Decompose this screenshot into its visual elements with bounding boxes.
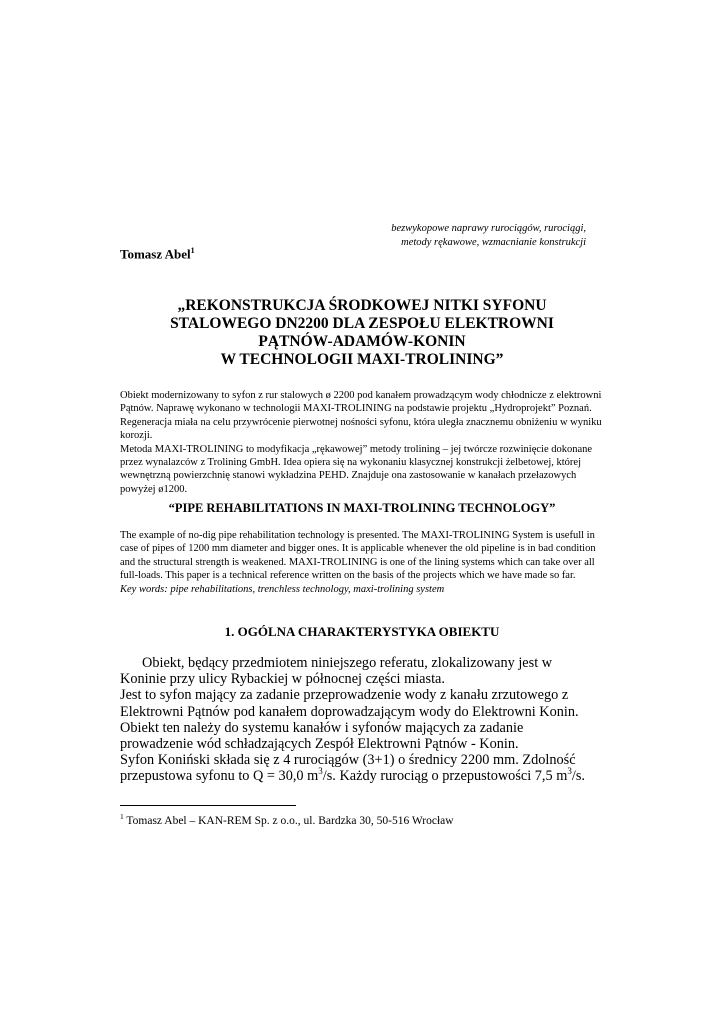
author-footnote-mark[interactable]: 1 — [190, 246, 195, 255]
title-line-4: W TECHNOLOGII MAXI-TROLINING” — [220, 351, 504, 368]
footnote-mark: 1 — [120, 812, 124, 821]
body-paragraph-4 — [120, 752, 590, 784]
title-line-2: STALOWEGO DN2200 DLA ZESPOŁU ELEKTROWNI — [170, 315, 554, 332]
body-p4-part-b: /s. Każdy rurociąg o przepustowości 7,5 m — [322, 768, 568, 785]
header-keywords-line-1: bezwykopowe naprawy rurociągów, rurociągi, — [391, 223, 586, 234]
abstract-en-paragraph: The example of no-dig pipe rehabilitation technology is presented. The MAXI-TROLINING System is usefull in case of pipes of 1200 mm diameter and bigger ones. It is applicable whenever the old pipeline is in bad condition and the structural strength is weakened. MAXI-TROLINING is one of the lining systems which can take over all full-loads. This paper is a technical reference written on the basis of the projects which we have made so far. — [120, 530, 596, 582]
title-line-1: „REKONSTRUKCJA ŚRODKOWEJ NITKI SYFONU — [177, 297, 547, 314]
footnote-text: Tomasz Abel – KAN-REM Sp. z o.o., ul. Bardzka 30, 50-516 Wrocław — [123, 814, 454, 827]
body-text — [120, 655, 590, 785]
footnote-divider — [120, 805, 296, 806]
section-heading: 1. OGÓLNA CHARAKTERYSTYKA OBIEKTU — [224, 624, 500, 639]
header-keywords — [186, 222, 586, 250]
body-paragraph-2: Jest to syfon mający za zadanie przeprowadzenie wody z kanału zrzutowego z Elektrowni Pątnów pod kanałem doprowadzającym wody do Elektrowni Konin. — [120, 687, 579, 720]
paper-title — [120, 297, 604, 369]
keywords-en: Key words: pipe rehabilitations, trenchless technology, maxi-trolining system — [120, 583, 445, 595]
author — [120, 246, 195, 262]
author-name: Tomasz Abel — [120, 246, 191, 262]
abstract-en — [120, 529, 608, 596]
body-paragraph-1: Obiekt, będący przedmiotem niniejszego referatu, zlokalizowany jest w Koninie przy ulicy Rybackiej w północnej części miasta. — [120, 655, 553, 688]
footnote — [120, 812, 454, 827]
body-p4-part-a: Syfon Koniński składa się z 4 rurociągów (3+1) o średnicy 2200 mm. Zdolność przepustowa syfonu to Q = 30,0 m — [120, 752, 576, 785]
unit-exponent-1: 3 — [318, 766, 323, 777]
unit-exponent-2: 3 — [567, 766, 572, 777]
abstract-pl — [120, 389, 608, 496]
body-p4-part-c: /s. — [571, 768, 585, 785]
abstract-pl-paragraph-1: Obiekt modernizowany to syfon z rur stalowych ø 2200 pod kanałem prowadzącym wody chłodnicze z elektrowni Pątnów. Naprawę wykonano w technologii MAXI-TROLINING na podstawie projektu „Hydroprojekt” Poznań. Regeneracja miała na celu przywrócenie pierwotnej nośności syfonu, która uległa znacznemu obniżeniu w wyniku korozji. — [120, 390, 602, 442]
abstract-pl-paragraph-2: Metoda MAXI-TROLINING to modyfikacja „rękawowej” metody trolining – jej twórcze rozwinięcie dokonane przez wynalazców z Trolining GmbH. Idea opiera się na wykonaniu klasycznej konstrukcji żelbetowej, której wewnętrzną powierzchnię stanowi wykładzina PEHD. Znajduje ona zastosowanie w kanałach przełazowych powyżej ø1200. — [120, 443, 593, 495]
title-line-3: PĄTNÓW-ADAMÓW-KONIN — [258, 333, 466, 350]
english-title: “PIPE REHABILITATIONS IN MAXI-TROLINING TECHNOLOGY” — [168, 501, 556, 515]
body-paragraph-3: Obiekt ten należy do systemu kanałów i syfonów mających za zadanie prowadzenie wód schładzających Zespół Elektrowni Pątnów - Konin. — [120, 719, 524, 753]
header-keywords-line-2: metody rękawowe, wzmacnianie konstrukcji — [401, 237, 586, 248]
